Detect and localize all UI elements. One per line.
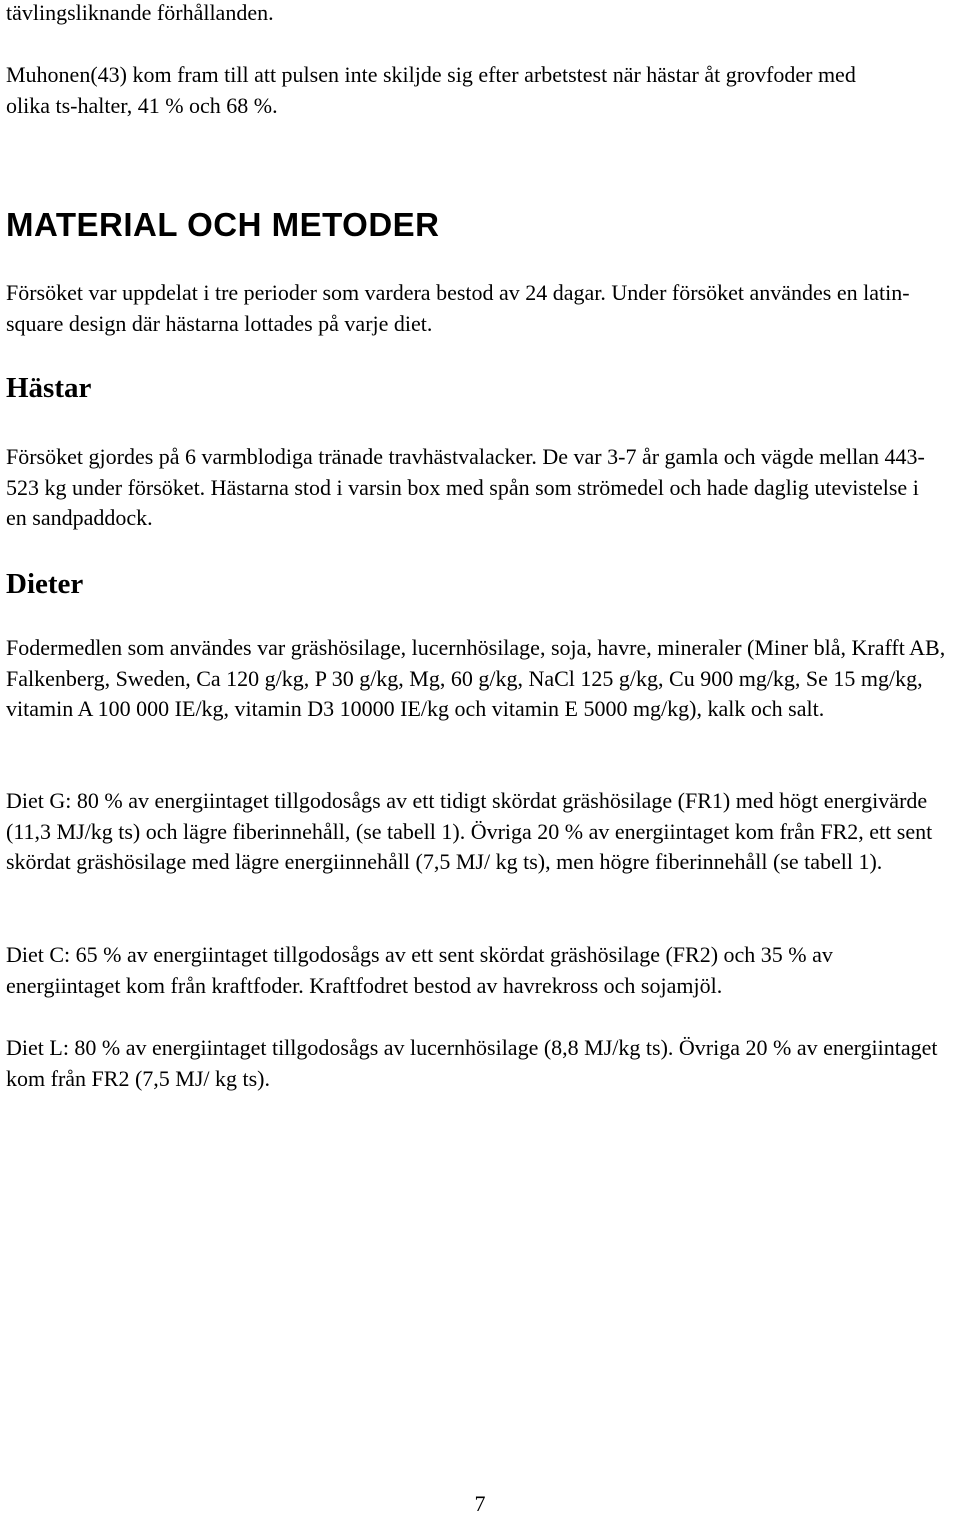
- section-heading: MATERIAL OCH METODER: [6, 206, 440, 243]
- section-intro-paragraph: Försöket var uppdelat i tre perioder som vardera bestod av 24 dagar. Under försöket användes en latin-square design där hästarna lottades på varje diet.: [6, 280, 910, 336]
- diet-c-paragraph: Diet C: 65 % av energiintaget tillgodosågs av ett sent skördat gräshösilage (FR2) och 35 % av energiintaget kom från kraftfoder. Kraftfodret bestod av havrekross och sojamjöl.: [6, 942, 833, 998]
- hastar-heading: Hästar: [6, 372, 92, 404]
- diet-l-paragraph: Diet L: 80 % av energiintaget tillgodosågs av lucernhösilage (8,8 MJ/kg ts). Övriga 20 % av energiintaget kom från FR2 (7,5 MJ/ kg ts).: [6, 1035, 938, 1091]
- dieter-heading: Dieter: [6, 568, 84, 600]
- hastar-paragraph: Försöket gjordes på 6 varmblodiga tränade travhästvalacker. De var 3-7 år gamla och vägde mellan 443-523 kg under försöket. Hästarna stod i varsin box med spån som strömedel och hade daglig utevistelse i en sandpaddock.: [6, 444, 925, 530]
- intro-tail-paragraph: tävlingsliknande förhållanden.: [6, 0, 274, 25]
- page-number: 7: [474, 1491, 486, 1516]
- muhonen-paragraph: Muhonen(43) kom fram till att pulsen inte skiljde sig efter arbetstest när hästar åt grovfoder med olika ts-halter, 41 % och 68 %.: [6, 62, 856, 118]
- fodermedel-paragraph: Fodermedlen som användes var gräshösilage, lucernhösilage, soja, havre, mineraler (Miner blå, Krafft AB, Falkenberg, Sweden, Ca 120 g/kg, P 30 g/kg, Mg, 60 g/kg, NaCl 125 g/kg, Cu 900 mg/kg, Se 15 mg/kg, vitamin A 100 000 IE/kg, vitamin D3 10000 IE/kg och vitamin E 5000 mg/kg), kalk och salt.: [6, 635, 946, 721]
- diet-g-paragraph: Diet G: 80 % av energiintaget tillgodosågs av ett tidigt skördat gräshösilage (FR1) med högt energivärde (11,3 MJ/kg ts) och lägre fiberinnehåll, (se tabell 1). Övriga 20 % av energiintaget kom från FR2, ett sent skördat gräshösilage med lägre energiinnehåll (7,5 MJ/ kg ts), men högre fiberinnehåll (se tabell 1).: [6, 788, 933, 874]
